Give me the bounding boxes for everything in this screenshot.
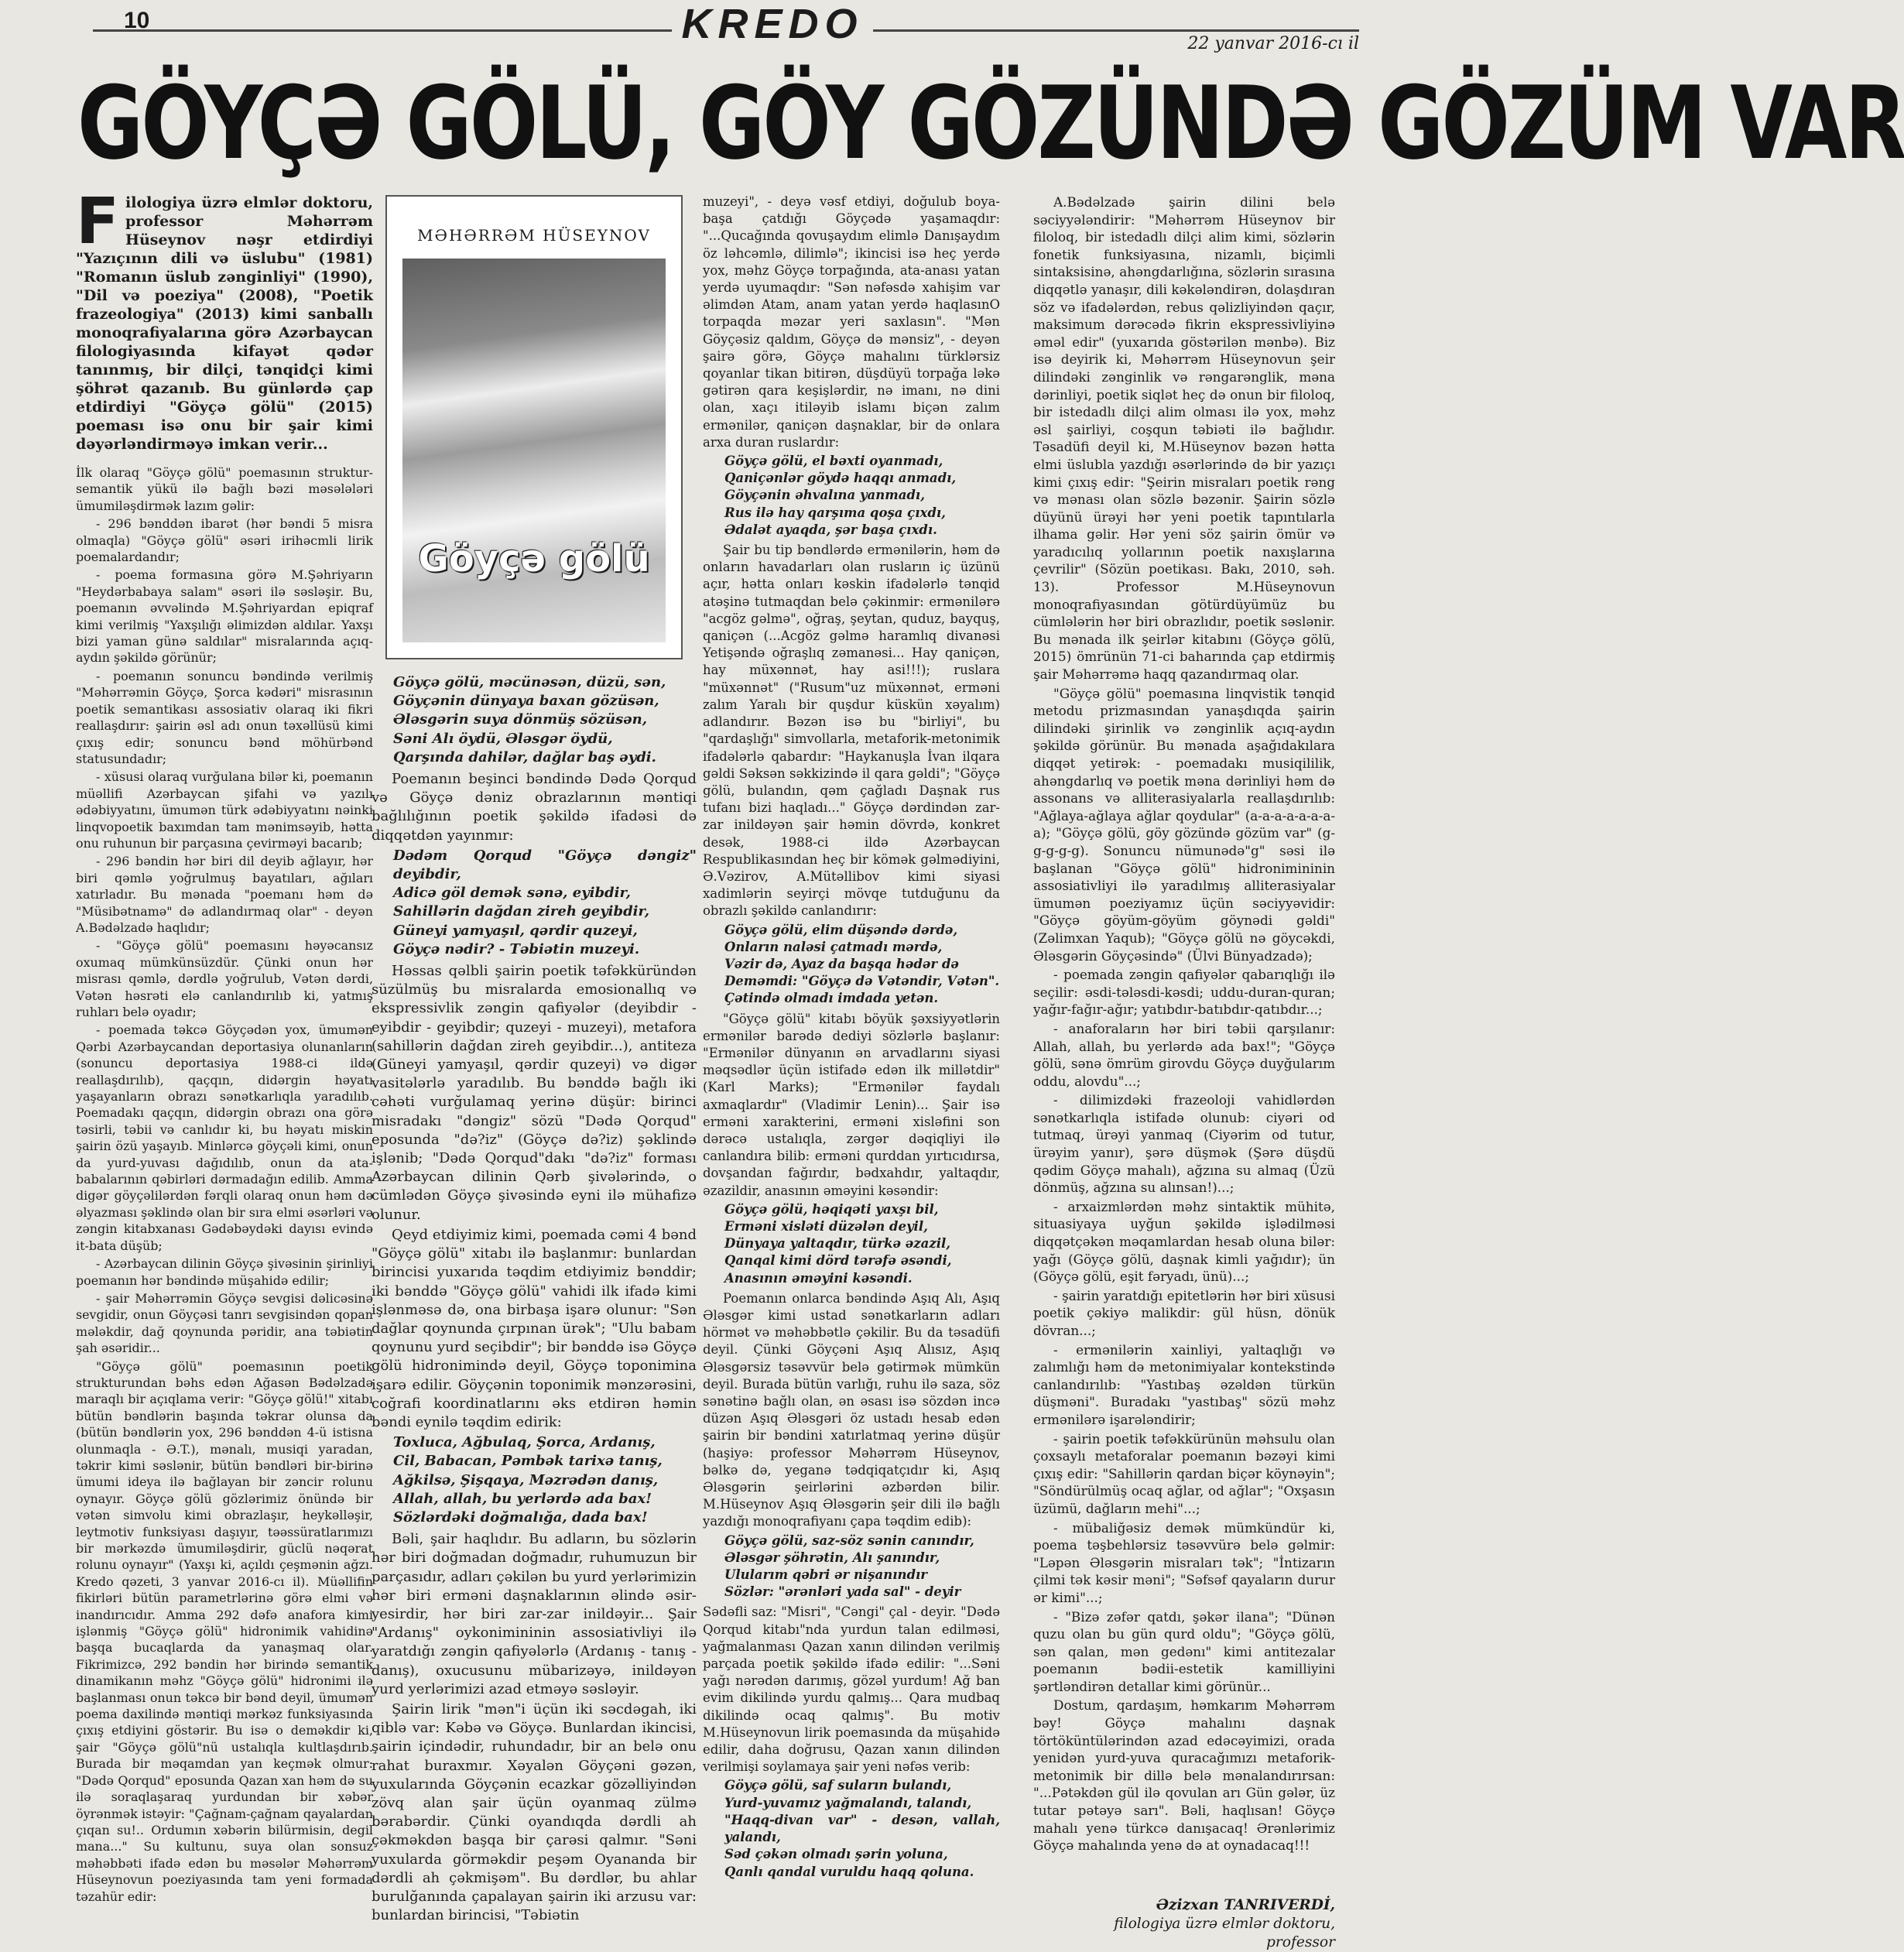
lead-text: ilologiya üzrə elmlər doktoru, professor Məhərrəm Hüseynov nəşr etdirdiyi "Yazıçının dili və üslubu" (1981) "Romanın üslub zənginliyi" (1990), "Dil və poeziya" (2008), "Poetik frazeologiya" (2013) kimi sanballı monoqrafiyalarına görə Azərbaycan filologiyasında kifayət qədər tanınmış, bir dilçi, tənqidçi kimi şöhrət qazanıb. Bu günlərdə çap etdirdiyi "Göyçə gölü" (2015) poeması isə onu bir şair kimi dəyərləndirməyə imkan verir... [76, 194, 373, 453]
paragraph: - anaforaların hər biri təbii qarşılanır: Allah, allah, bu yerlərdə ada bax!"; "Göyçə gölü, sənə ömrüm girovdu Göyçə duyğularım oddu, alovdu"...; [1033, 1020, 1335, 1089]
paragraph: Sədəfli saz: "Misri", "Cəngi" çal - deyir. "Dədə Qorqud kitabı"nda yurdun talan edilməsi, yağmalanması Qazan xanın dilindən verilmiş parçada poetik şəkildə ifadə edilir: "...Səni yağı nərədən darımış, gözəl yurdum! Ağ ban evim dikilində yurdu qalmış... Qara mudbaq dikilində ocaq qalmış". Bu motiv M.Hüseynovun lirik poemasında da müşahidə edilir, daha doğrusu, Qazan xanın dilindən verilmişi soylamaya şair yeni nəfəs verib: [703, 1604, 1000, 1775]
verse-line: Ələsgər şöhrətin, Alı şanındır, [724, 1550, 940, 1565]
paragraph: Bəli, şair haqlıdır. Bu adların, bu sözlərin hər biri doğmadan doğmadır, ruhumuzun bir parçasıdır, adları çəkilən bu yurd yerlərimizin hər biri erməni daşnaklarının əlində əsir-yesirdir, hər biri zar-zar inildəyir... Şair "Ardanış" oykonimininin assosiativliyi ilə yaratdığı zəngin qafiyələrlə (Ardanış - tanış - danış), oxucusunu mübarizəyə, inildəyən yurd yerlərimizi azad etməyə səsləyir. [372, 1531, 697, 1697]
verse-line: Göyçə gölü, məcünəsən, düzü, sən, [393, 674, 666, 690]
book-title: Göyçə gölü [418, 537, 650, 580]
paragraph: - "Göyçə gölü" poemasını həyəcansız oxumaq mümkünsüzdür. Çünki onun hər misrası qəmlə, dərdlə yoğrulub, Vətən dərdi, Vətən həsrəti elə canlandırılıb ki, yatmış ruhları belə oyadır; [76, 938, 373, 1019]
paragraph: - poemada təkcə Göyçədən yox, ümumən Qərbi Azərbaycandan deportasiya olunanların (sonuncu deportasiya 1988-ci ildə reallaşdırılıb), qaçqın, didərgin həyatı yaşayanların obrazı sənətkarlıqla yaradılıb. Poemadakı qaçqın, didərgin obrazı ona görə təsirli, təbii və canlıdır ki, bu həyatı miskin şairin özü yaşayıb. Minlərcə göyçəli kimi, onun da yurd-yuvası dağıdılıb, onun da ata-babalarının qəbirləri dərmadağın edilib. Amma digər göyçəlilərdən fərqli olaraq onun həm də əlyazması şəklində olan bir sıra elmi əsərləri və zəngin kitabxanası Gədəbəydəki dayısı evində it-bata düşüb; [76, 1022, 373, 1253]
verse-line: Dünyaya yaltaqdır, türkə əzazil, [724, 1236, 950, 1252]
book-author: MƏHƏRRƏM HÜSEYNOV [417, 226, 651, 245]
poem-quote [393, 673, 697, 767]
paragraph: - "Bizə zəfər qatdı, şəkər ilana"; "Dünən quzu olan bu gün qurd oldu"; "Göyçə gölü, sən qalan, mən gedənı" kimi antitezalar poemanın bədii-estetik kamilliyini şərtləndirən detallar kimi görünür... [1033, 1608, 1335, 1694]
issue-date: 22 yanvar 2016-cı il [1187, 34, 1359, 53]
verse-line: Onların naləsi çatmadı mərdə, [724, 939, 943, 954]
verse-line: Ədalət ayaqda, şər başa çıxdı. [724, 522, 937, 537]
paragraph: - 296 bənddən ibarət (hər bəndi 5 misra olmaqla) "Göyçə gölü" əsəri irihəcmli lirik poemalardandır; [76, 516, 373, 565]
paragraph: Qeyd etdiyimiz kimi, poemada cəmi 4 bənd "Göyçə gölü" xitabı ilə başlanmır: bunlardan birincisi yuxarıda təqdim etdiyimiz bənddir; iki bənddə "Göyçə gölü" vahidi ilk ifadə kimi işlənməsə də, ona birbaşa işarə olunur: "Sən dağlar qoynunda çırpınan ürək"; "Ulu babam qoynunu yurd seçibdir"; bir bənddə isə Göyçə gölü hidronimində deyil, Göyçə toponimina işarə edilir. Göyçənin toponimik mənzərəsini, coğrafi koordinatlarını əks etdirən həmin bəndi eynilə təqdim edirik: [372, 1226, 697, 1430]
verse-line: Rus ilə hay qarşıma qoşa çıxdı, [724, 505, 946, 520]
paragraph: - poemanın sonuncu bəndində verilmiş "Məhərrəmin Göyçə, Şorca kədəri" misrasının poetik semantikası assosiativ olaraq iki fikri reallaşdırır: şairin əsl adı onun təxəllüsü kimi çıxış edir; sonuncu bənd möhürbənd statusundadır; [76, 668, 373, 766]
verse-line: Vəzir də, Ayaz da başqa hədər də [724, 956, 959, 971]
verse-line: Yurd-yuvamız yağmalandı, talandı, [724, 1795, 972, 1810]
verse-line: Səni Alı öydü, Ələsgər öydü, [393, 730, 613, 747]
drop-cap: F [76, 185, 120, 259]
paragraph: - poema formasına görə M.Şəhriyarın "Heydərbabaya salam" əsəri ilə səsləşir. Bu, poemanın əvvəlində M.Şəhriyardan epiqraf kimi verilmiş "Yaxşılığı əlimizdən aldılar. Yaxşı bizi yaman günə saldılar" misralarında açıq-aydın şəkildə görünür; [76, 567, 373, 666]
verse-line: Çətində olmadı imdada yetən. [724, 991, 939, 1006]
author-title: professor [1265, 1934, 1335, 1950]
poem-quote [393, 847, 697, 959]
verse-line: Göyçənin əhvalına yanmadı, [724, 488, 925, 503]
poem-quote [393, 1433, 697, 1527]
paragraph: Həssas qəlbli şairin poetik təfəkküründən süzülmüş bu misralarda emosionallıq və ekspressivlik zəngin qafiyələr (deyibdir - eyibdir - geyibdir; quzeyi - muzeyi), metafora (sahillərin dağdan zireh geyibdir...), antiteza (Güneyi yamyaşıl, qərdir quzeyi) və digər vasitələrlə yaradılıb. Bu bənddə bağlı iki cəhəti vurğulamaq yerinə düşür: birinci misradakı "dəngiz" sözü "Dədə Qorqud" eposunda "də?iz" (Göyçə də?iz) şəklində işlənib; "Dədə Qorqud"dakı "də?iz" forması Azərbaycan dilinin Qərb şivələrində, o cümlədən Göyçə şivəsində eyni ilə mühafizə olunur. [372, 963, 697, 1223]
verse-line: Toxluca, Ağbulaq, Şorca, Ardanış, [393, 1434, 656, 1451]
poem-quote [724, 1201, 1000, 1287]
paragraph: - şair Məhərrəmin Göyçə sevgisi dəlicəsinə sevgidir, onun Göyçəsi tanrı sevgisindən qopan mələkdir, dağ qoynunda pəridir, ana təbiətin şah əsəridir... [76, 1290, 373, 1356]
paragraph: - şairin yaratdığı epitetlərin hər biri xüsusi poetik çəkiyə malikdir: gül hüsn, dönük dövran...; [1033, 1287, 1335, 1338]
verse-line: Qaniçənlər göydə haqqı anmadı, [724, 471, 957, 486]
article-lead [76, 185, 373, 454]
page-number: 10 [124, 8, 150, 33]
paragraph: Şairin lirik "mən"i üçün iki səcdəgah, iki qiblə var: Kəbə və Göyçə. Bunlardan ikincisi, şairin içindədir, ruhundadır, bir an belə onu rahat buraxmır. Xəyalən Göyçəni gəzən, yuxularında Göyçənin ecazkar gözəlliyindən zövq alan şair üçün oyanmaq zülmə bərabərdir. Çünki oyandıqda dərdli ah çəkməkdən başqa bir çarəsi qalmır. "Səni yuxularda görməkdir peşəm Oyananda bir dərdli ah çəkmişəm". Bu dərdlər, bu ahlar burulğanında çapalayan şairin iki arzusu var: bunlardan birincisi, "Təbiətin [372, 1700, 697, 1924]
verse-line: Adicə göl demək sənə, eyibdir, [393, 885, 631, 902]
verse-line: Deməmdi: "Göyçə də Vətəndir, Vətən". [724, 974, 1000, 989]
column-4 [1033, 193, 1335, 1856]
verse-line: Allah, allah, bu yerlərdə ada bax! [393, 1490, 652, 1507]
verse-line: Göyçə gölü, el bəxti oyanmadı, [724, 454, 943, 469]
verse-line: Sözlərdəki doğmalığa, dada bax! [393, 1509, 648, 1526]
paragraph: - şairin poetik təfəkkürünün məhsulu olan çoxsaylı metaforalar poemanın bəzəyi kimi çıxış edir: "Sahillərin qardan biçər köynəyin"; "Söndürülmüş ocaq ağlar, od ağlar"; "Oxşasın üzümü, dağların mehi"...; [1033, 1430, 1335, 1516]
verse-line: "Haqq-divan var" - desən, vallah, yalandı, [724, 1812, 1000, 1845]
paragraph: - poemada zəngin qafiyələr qabarıqlığı ilə seçilir: əsdi-tələsdi-kəsdi; uddu-duran-quran; yağır-fağır-ağır; yatıbdır-batıbdır-qatıbdır...; [1033, 967, 1335, 1018]
paragraph: A.Bədəlzadə şairin dilini belə səciyyələndirir: "Məhərrəm Hüseynov bir filoloq, bir istedadlı dilçi alim kimi, sözlərin fonetik funksiyasına, nizamlı, biçimli sintaksisinə, ahəngdarlığına, sözlərin sırasına diqqətlə yanaşır, dili kəkələndirən, dolaşdıran söz və ifadələrdən, rebus qəlizliyindən qaçır, maksimum dərəcədə fikrin ekspressivliyinə əməl edir" (yuxarıda göstərilən mənbə). Biz isə deyirik ki, Məhərrəm Hüseynovun şeir dilindəki zənginlik və rəngarənglik, məna dərinliyi, poetik siqlət heç də onun bir filoloq, bir istedadlı dilçi alim olması ilə yox, məhz əsl şairliyi, coşqun təbiəti ilə bağlıdır. Təsadüfi deyil ki, M.Hüseynov bəzən hətta elmi üslubla yazdığı əsərlərində də bir yazıçı kimi çıxış edir: "Şeirin misraları poetik rəng və mənası olan sözlə bəzənir. Şairin sözlə düyünü ürəyi hər yeni poetik tapıntılarla ilhama gəlir. Hər yeni söz şairin ömür və yaradıcılıq yollarının poetik naxışlarına çevrilir" (Sözün poetikası. Bakı, 2010, səh. 13). Professor M.Hüseynovun monoqrafiyasından götürdüyümüz bu cümlələrin hər biri obrazlıdır, poetik səslənir. Bu mənada ilk şeirlər kitabını (Göyçə gölü, 2015) ömrünün 71-ci baharında çap etdirmiş şair Məhərrəmə haqq qazandırmaq olar. [1033, 194, 1335, 683]
paragraph: Dostum, qardaşım, həmkarım Məhərrəm bəy! Göyçə mahalını daşnak törtöküntülərindən azad edəcəyimizi, orada yenidən yurd-yuva quracağımızı metaforik-metonimik bir dillə belə mənalandırırsan: "...Pətəkdən gül ilə qovulan arı Gün gələr, üz tutar pətəyə sarı". Bəli, haqlısan! Göyçə mahalı yenə türkcə danışacaq! Ərənlərimiz Göyçə mahalında yenə də at oynadacaq!!! [1033, 1697, 1335, 1854]
verse-line: Göyçə gölü, elim düşəndə dərdə, [724, 922, 958, 937]
verse-line: Göyçə gölü, saz-söz sənin canındır, [724, 1532, 974, 1548]
column-2 [372, 673, 697, 1926]
paragraph: - Azərbaycan dilinin Göyçə şivəsinin şirinliyi poemanın hər bəndində müşahidə edilir; [76, 1256, 373, 1288]
verse-line: Qanqal kimi dörd tərəfə əsəndi, [724, 1253, 952, 1269]
paragraph: - 296 bəndin hər biri dil deyib ağlayır, hər biri qəmlə yoğrulmuş bayatıları, ağıları xatırladır. Bu mənada "poemanı həm də "Müsibətnamə" də adlandırmaq olar" - deyən A.Bədəlzadə haqlıdır; [76, 854, 373, 935]
verse-line: Göyçə gölü, saf suların bulandı, [724, 1778, 952, 1793]
verse-line: Erməni xisləti düzələn deyil, [724, 1218, 928, 1234]
article-headline: GÖYÇƏ GÖLÜ, GÖY GÖZÜNDƏ GÖZÜM VAR [77, 63, 1904, 183]
newspaper-brand: KREDO [672, 0, 873, 48]
verse-line: Göyçə nədir? - Təbiətin muzeyi. [393, 940, 640, 957]
verse-line: Ulularım qəbri ər nişanındır [724, 1567, 927, 1583]
paragraph: "Göyçə gölü" kitabı böyük şəxsiyyətlərin ermənilər barədə dediyi sözlərlə başlanır: "Ermənilər dünyanın ən arvadlarını siyasi məqsədlər üçün istifadə edən ilk millətdir" (Karl Marks); "Ermənilər faydalı axmaqlardır" (Vladimir Lenin)... Şair isə erməni xarakterini, erməni xisləfini son dərəcə ustalıqla, zərgər dəqiqliyi ilə canlandıra bilib: erməni qurddan yırtıcıdırsa, dovşandan fağırdır, bədxahdır, yaltaqdır, əzazildir, anasının əməyini kəsəndir: [703, 1011, 1000, 1198]
verse-line: Qarşında dahilər, dağlar baş əydi. [393, 748, 656, 765]
paragraph: - xüsusi olaraq vurğulana bilər ki, poemanın müəllifi Azərbaycan şifahi və yazılı ədəbiyyatını, ümumən türk ədəbiyyatını nəinki linqvopoetik baxımdan tam mənimsəyib, hətta onu ruhunun bir parçasına çevirməyi bacarıb; [76, 769, 373, 851]
poem-quote [724, 453, 1000, 539]
verse-line: Səd çəkən olmadı şərin yoluna, [724, 1847, 948, 1862]
lake-photo [402, 259, 666, 642]
column-1 [76, 185, 373, 1906]
verse-line: Anasının əməyini kəsəndi. [724, 1270, 913, 1286]
verse-line: Ələsgərin suya dönmüş sözüsən, [393, 711, 648, 728]
verse-line: Dədəm Qorqud "Göyçə dəngiz" deyibdir, [393, 847, 697, 883]
paragraph: Şair bu tip bəndlərdə ermənilərin, həm də onların havadarları olan rusların iç üzünü açır, hətta onları kəskin ifadələrlə tənqid atəşinə tutmaqdan belə çəkinmir: ermənilərə "acgöz gəlmə", oğraş, şeytan, quduz, bayquş, qaniçən (...Acgöz gəlmə haramlıq divanəsi Yetişəndə oğraşlıq zəmanəsi... Hay qaniçən, hay müxənnət, hay asi!!!); ruslara "müxənnət" ("Rusum"uz müxənnət, erməni zalım Yaralı bir quşdur küskün xəyalım) adlandırır. Bəzən isə bu "birliyi", bu "qardaşlığı" simvollarla, metaforik-metonimik ifadələrlə qabardır: "Haykanuşla İvan ilqara gəldi Səksən səkkizində il qara gəldi"; "Göyçə gölü, bulandın, qəm çağladı Daşnak rus tufanı bizi haqladı..." Göyçə dərdindən zar-zar inildəyən şair həmin dövrdə, konkret desək, 1988-ci ildə Azərbaycan Respublikasından heç bir kömək gəlmədiyini, Ə.Vəzirov, A.Mütəllibov kimi siyasi xadimlərin seyirçi mövqe tutduğunu da obrazlı şəkildə canlandırır: [703, 543, 1000, 919]
column-3 [703, 193, 1000, 1884]
paragraph: "Göyçə gölü" poemasına linqvistik tənqid metodu prizmasından yanaşdıqda şairin dilindəki şirinlik və zənginlik açıq-aydın şəkildə görünür. Bu mənada aşağıdakılara diqqət yetirək: - poemadakı musiqililik, ahəngdarlıq və poetik məna dərinliyi həm də assonans və alliterasiyalarla reallaşdırılıb: "Ağlaya-ağlaya ağlar qoydular" (a-a-a-a-a-a-a-a); "Göyçə gölü, göy gözündə gözüm var" (g-g-g-g-g). Sonuncu nümunədə"g" səsi ilə başlanan "Göyçə gölü" hidronimininin assosiativliyi ilə yaradılmış alliterasiyalar ümumən poeziyamız üçün səciyyəvidir: "Göyçə göyüm-göyüm göynədi gəldi" (Zəlimxan Yaqub); "Göyçə gölü nə göycəkdi, Ələsgərin Göyçəsində" (Ülvi Bünyadzadə); [1033, 685, 1335, 964]
paragraph: muzeyi", - deyə vəsf etdiyi, doğulub boya-başa çatdığı Göyçədə yaşamaqdır: "...Qucağında qovuşaydım elimlə Danışaydım öz ləhcəmlə, dilimlə"; ikincisi isə heç yerdə yox, məhz Göyçə torpağında, ata-anası yatan yerdə uyumaqdır: "Sən nəfəsdə xahişim var əlimdən Atam, anam yatan yerdə haqlasınO torpaqda məzar yeri saxlasın". "Mən Göyçəsiz qaldım, Göyçə də mənsiz", - deyən şairə görə, Göyçə mahalını türklərsiz qoyanlar tikan bitirən, düşdüyü torpağa ləkə gətirən qara keşişlərdir, nə imanı, nə dini olan, xaçı itiləyib islamı biçən zalım ermənilər, qaniçən daşnaklar, bir də onlara arxa duran ruslardır: [703, 194, 1000, 450]
poem-quote [724, 1532, 1000, 1601]
paragraph: Poemanın beşinci bəndində Dədə Qorqud və Göyçə dəniz obrazlarının məntiqi bağlılığının poetik şəkildə ifadəsi də diqqətdən yayınmır: [372, 771, 697, 844]
author-title: filologiya üzrə elmlər doktoru, [1114, 1916, 1335, 1932]
author-name: Əzizxan TANRIVERDİ, [1156, 1897, 1335, 1913]
verse-line: Göyçə gölü, həqiqəti yaxşı bil, [724, 1201, 939, 1217]
poem-quote [724, 1777, 1000, 1880]
paragraph: İlk olaraq "Göyçə gölü" poemasının struktur-semantik yükü ilə bağlı bəzi məsələləri ümumiləşdirmək lazım gəlir: [76, 465, 373, 513]
paragraph: - ermənilərin xainliyi, yaltaqlığı və zalımlığı həm də metonimiyalar kontekstində canlandırılıb: "Yastıbaş əzəldən türkün düşməni". Buradakı "yastıbaş" sözü məhz ermənilərə işarələndirir; [1033, 1341, 1335, 1427]
paragraph: - dilimizdəki frazeoloji vahidlərdən sənətkarlıqla istifadə olunub: ciyəri od tutmaq, ürəyi yanmaq (Ciyərim od tutur, ürəyim yanır), şərə düşmək (Şərə düşdü qədim Göyçə mahalı), ağzına su almaq (Üzü dönmüş, ağzına su alınsan!)...; [1033, 1092, 1335, 1196]
verse-line: Sahillərin dağdan zireh geyibdir, [393, 903, 649, 920]
paragraph: Poemanın onlarca bəndində Aşıq Alı, Aşıq Ələsgər kimi ustad sənətkarların adları hörmət və məhəbbətlə çəkilir. Bu da təsadüfi deyil. Çünki Göyçəni Aşıq Alısız, Aşıq Ələsgərsiz təsəvvür belə gətirmək mümkün deyil. Burada bütün varlığı, ruhu ilə saza, söz sənətinə bağlı olan, ən əsası isə sözdən incə düzən Aşıq Ələsgəri öz ustadı hesab edən şairin bir bəndini xatırlatmaq yerinə düşür (haşiyə: professor Məhərrəm Hüseynov, bəlkə də, yeganə tədqiqatçıdır ki, Aşıq Ələsgərin şeirlərini əzbərdən bilir. M.Hüseynov Aşıq Ələsgərin şeir dili ilə bağlı yazdığı monoqrafiyanı çapa təqdim edib): [703, 1290, 1000, 1529]
paragraph: "Göyçə gölü" poemasının poetik strukturundan bəhs edən Ağasən Bədəlzadə maraqlı bir açıqlama verir: "Göyçə gölü!" xitabı bütün bəndlərin başında təkrar olunsa da (bütün bəndlərin yox, 296 bənddən 4-ü istisna olunmaqla - Ə.T.), mənalı, musiqi yaradan, təkrir kimi səslənir, bütün bəndləri bir-birinə ümumi ideya ilə bağlayan bir zəncir rolunu oynayır. Göyçə gölü gözlərimiz önündə bir vətən simvolu kimi obrazlaşır, heykəlləşir, leytmotiv funksiyası daşıyır, təəssüratlarımızı bir mərkəzdə ümumiləşdirir, güclü nəqərat rolunu oynayır" (Yaxşı ki, açıldı çeşmənin ağzı. Kredo qəzeti, 3 yanvar 2016-cı il). Müəllifin fikirləri bütün parametrlərinə görə elmi və inandırıcıdır. Amma 292 dəfə anafora kimi işlənmiş "Göyçə gölü" hidronimik vahidinə başqa bucaqlarda da yanaşmaq olar. Fikrimizcə, 292 bəndin hər birində semantik dinamikanın məhz "Göyçə gölü" hidronimi ilə başlanması onun təkcə bir bənd deyil, ümumən poema daxilində məntiqi mərkəz funksiyasında çıxış etdiyini göstərir. Bu isə o deməkdir ki, şair "Göyçə gölü"nü ustalıqla kultlaşdırıb. Burada bir məqamdan yan keçmək olmur: "Dədə Qorqud" eposunda Qazan xan həm də su ilə soraqlaşaraq yurdundan bir xəbər öyrənmək istəyir: "Çağnam-çağnam qayalardan çıqan su!.. Ordumın xəbərin bilürmisin, degil mana..." Su kultunu, suya olan sonsuz məhəbbəti ifadə edən bu məsələr Məhərrəm Hüseynovun poeziyasında tam yeni formada təzahür edir: [76, 1358, 373, 1904]
author-signature [1033, 1896, 1335, 1952]
verse-line: Cil, Babacan, Pəmbək tarixə tanış, [393, 1453, 663, 1470]
verse-line: Sözlər: "ərənləri yada sal" - deyir [724, 1584, 961, 1600]
verse-line: Göyçənin dünyaya baxan gözüsən, [393, 693, 659, 710]
paragraph: - mübaliğəsiz demək mümkündür ki, poema təşbehlərsiz təsəvvürə belə gəlmir: "Ləpən Ələsgərin misraları tək"; "İntizarın çilmi tək kəsir məni"; "Səfsəf qayaların durur ər kimi"...; [1033, 1519, 1335, 1605]
paragraph: - arxaizmlərdən məhz sintaktik mühitə, situasiyaya uyğun şəkildə işlədilməsi diqqətçəkən məqamlardan hesab oluna bilər: yağı (Göyçə gölü, daşnak kimli yağıdır); ün (Göyçə gölü, eşit fəryadı, ünü)...; [1033, 1198, 1335, 1285]
poem-quote [724, 922, 1000, 1008]
verse-line: Güneyi yamyaşıl, qərdir quzeyi, [393, 922, 638, 939]
book-cover-image [385, 195, 683, 659]
verse-line: Qanlı qandal vuruldu haqq qoluna. [724, 1864, 974, 1879]
verse-line: Ağkilsə, Şişqaya, Məzrədən danış, [393, 1471, 659, 1488]
